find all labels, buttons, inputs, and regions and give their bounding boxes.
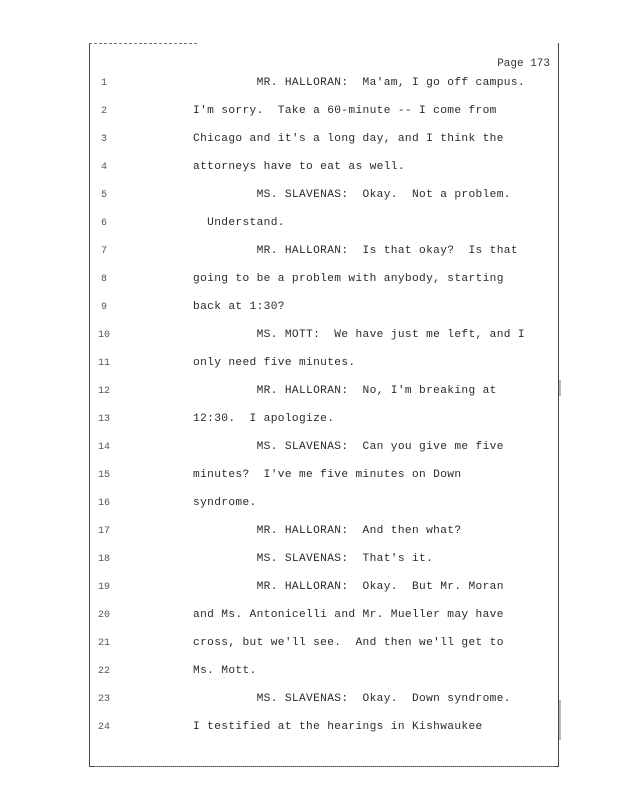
line-text: MS. SLAVENAS: That's it.	[193, 553, 434, 565]
line-number: 11	[97, 358, 110, 369]
transcript-line	[0, 77, 618, 105]
line-number: 1	[100, 78, 107, 89]
transcript-line	[0, 469, 618, 497]
transcript-line	[0, 441, 618, 469]
line-text: Chicago and it's a long day, and I think the	[193, 133, 504, 145]
margin-mark	[559, 700, 561, 740]
line-number: 23	[97, 694, 110, 705]
line-number: 20	[97, 610, 110, 621]
transcript-line	[0, 413, 618, 441]
transcript-line	[0, 721, 618, 749]
line-text: MR. HALLORAN: Okay. But Mr. Moran	[193, 581, 504, 593]
line-number: 8	[100, 274, 107, 285]
line-text: MR. HALLORAN: No, I'm breaking at	[193, 385, 497, 397]
margin-mark	[559, 380, 561, 396]
line-number: 6	[100, 218, 107, 229]
line-number: 5	[100, 190, 107, 201]
line-number: 9	[100, 302, 107, 313]
line-number: 17	[97, 526, 110, 537]
line-number: 3	[100, 134, 107, 145]
line-number: 4	[100, 162, 107, 173]
transcript-line	[0, 133, 618, 161]
line-text: and Ms. Antonicelli and Mr. Mueller may have	[193, 609, 504, 621]
transcript-line	[0, 581, 618, 609]
line-text: MS. SLAVENAS: Okay. Down syndrome.	[193, 693, 511, 705]
line-number: 10	[97, 330, 110, 341]
transcript-line	[0, 357, 618, 385]
line-text: Ms. Mott.	[193, 665, 257, 677]
line-text: MR. HALLORAN: Is that okay? Is that	[193, 245, 518, 257]
line-text: MR. HALLORAN: And then what?	[193, 525, 462, 537]
transcript-line	[0, 385, 618, 413]
transcript-line	[0, 693, 618, 721]
line-text: syndrome.	[193, 497, 257, 509]
line-text: MS. MOTT: We have just me left, and I	[193, 329, 525, 341]
top-rule	[89, 43, 197, 44]
line-text: attorneys have to eat as well.	[193, 161, 405, 173]
line-text: I'm sorry. Take a 60-minute -- I come from	[193, 105, 497, 117]
transcript-line	[0, 553, 618, 581]
transcript-line	[0, 273, 618, 301]
transcript-line	[0, 329, 618, 357]
transcript-line	[0, 105, 618, 133]
transcript-line	[0, 525, 618, 553]
line-number: 24	[97, 722, 110, 733]
line-number: 15	[97, 470, 110, 481]
line-text: cross, but we'll see. And then we'll get to	[193, 637, 504, 649]
transcript-line	[0, 609, 618, 637]
line-number: 21	[97, 638, 110, 649]
line-text: 12:30. I apologize.	[193, 413, 335, 425]
line-number: 13	[97, 414, 110, 425]
line-number: 2	[100, 106, 107, 117]
transcript-line	[0, 497, 618, 525]
transcript-line	[0, 161, 618, 189]
transcript-line	[0, 301, 618, 329]
line-number: 16	[97, 498, 110, 509]
line-text: Understand.	[193, 217, 285, 229]
line-number: 14	[97, 442, 110, 453]
line-number: 19	[97, 582, 110, 593]
transcript-line	[0, 245, 618, 273]
line-text: going to be a problem with anybody, starting	[193, 273, 504, 285]
transcript-line	[0, 637, 618, 665]
line-text: MR. HALLORAN: Ma'am, I go off campus.	[193, 77, 525, 89]
line-number: 18	[97, 554, 110, 565]
bottom-rule	[95, 766, 555, 769]
page-number: Page 173	[497, 58, 550, 70]
transcript-line	[0, 217, 618, 245]
line-text: only need five minutes.	[193, 357, 356, 369]
transcript-line	[0, 665, 618, 693]
line-text: I testified at the hearings in Kishwaukee	[193, 721, 483, 733]
transcript-line	[0, 189, 618, 217]
line-text: MS. SLAVENAS: Can you give me five	[193, 441, 504, 453]
line-number: 22	[97, 666, 110, 677]
line-number: 7	[100, 246, 107, 257]
line-number: 12	[97, 386, 110, 397]
line-text: back at 1:30?	[193, 301, 285, 313]
line-text: minutes? I've me five minutes on Down	[193, 469, 462, 481]
line-text: MS. SLAVENAS: Okay. Not a problem.	[193, 189, 511, 201]
